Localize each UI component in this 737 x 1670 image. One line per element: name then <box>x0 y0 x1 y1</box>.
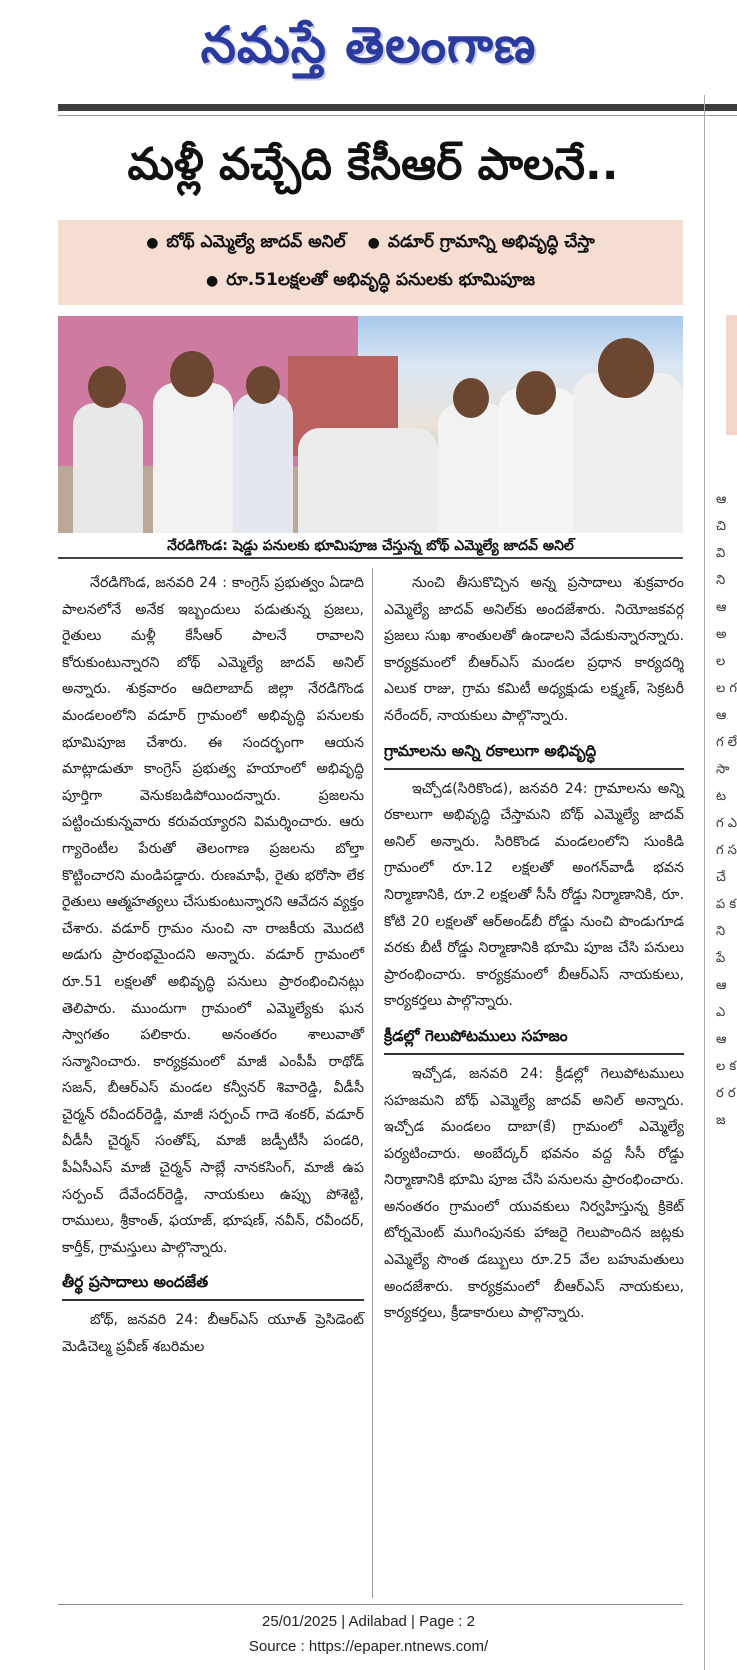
photo-person-head <box>516 371 556 415</box>
adjacent-article-edge <box>726 315 737 435</box>
side-column-rule <box>704 95 705 1670</box>
article-paragraph: నుంచి తీసుకొచ్చిన అన్న ప్రసాదాలు శుక్రవారం ఎమ్మెల్యే జాదవ్‌ అనిల్‌కు అందజేశారు. నియోజకవర్గ ప్రజలు సుఖ శాంతులతో ఉండాలని వేడుకున్నారన్నారు. కార్యక్రమంలో బీఆర్‌ఎస్‌ మండల ప్రధాన కార్యదర్శి ఎలుక రాజు, గ్రామ కమిటీ అధ్యక్షుడు లక్ష్మణ్‌, సెక్రటరీ నరేందర్‌, నాయకులు పాల్గొన్నారు. <box>384 575 684 724</box>
article-paragraph: ఇచ్చోడ, జనవరి 24: క్రీడల్లో గెలుపోటములు సహజమని బోథ్‌ ఎమ్మెల్యే జాదవ్‌ అనిల్‌ అన్నారు. ఇచ్చోడ మండలం దాబా(కే) గ్రామంలో ఎమ్మెల్యే పర్యటించారు. అంబేద్కర్‌ భవనం వద్ద సీసీ రోడ్డు నిర్మాణానికి భూమి పూజ చేసి పనులను ప్రారంభించారు. అనంతరం గ్రామంలో యువకులు నిర్వహిస్తున్న క్రికెట్‌ టోర్నమెంట్‌ ముగింపునకు హాజరై గెలుపొందిన జట్లకు ఎమ్మెల్యే సొంత డబ్బులు రూ.25 వేల బహుమతులు అందజేశారు. కార్యక్రమంలో బీఆర్‌ఎస్‌ నాయకులు, కార్యకర్తలు, క్రీడాకారులు పాల్గొన్నారు. <box>384 1065 684 1322</box>
adjacent-article-fragment: ఆ చి వి ని ఆ అ ల ల గ ఆ గ లే సా ట గ ఎ గ స చే ప క ని పే ఆ ఎ ఆ ల క ర ర జ <box>716 492 737 1128</box>
caption-rule <box>58 557 683 559</box>
sub-heading: గ్రామాలను అన్ని రకాలుగా అభివృద్ధి <box>384 734 684 770</box>
photo-person-head <box>246 366 280 404</box>
photo-person-head <box>598 338 654 398</box>
deck-box <box>58 220 683 305</box>
deck-bullet: ● బోథ్‌ ఎమ్మెల్యే జాదవ్‌ అనిల్‌ <box>146 232 346 256</box>
newspaper-masthead: నమస్తే తెలంగాణ <box>200 16 537 74</box>
footer-source-link[interactable]: Source : https://epaper.ntnews.com/ <box>248 1638 489 1655</box>
deck-bullet: ● వడూర్‌ గ్రామాన్ని అభివృద్ధి చేస్తా <box>368 232 595 256</box>
deck-bullet: ● రూ.51లక్షలతో అభివృద్ధి పనులకు భూమిపూజ <box>206 270 535 294</box>
article-photo <box>58 316 683 533</box>
photo-person <box>233 393 293 533</box>
photo-person-head <box>170 351 214 397</box>
article-column-1 <box>62 570 364 1361</box>
photo-person <box>153 383 233 533</box>
sub-heading: క్రీడల్లో గెలుపోటములు సహజం <box>384 1019 684 1055</box>
article-paragraph: బోథ్‌, జనవరి 24: బీఆర్‌ఎస్‌ యూత్‌ ప్రెసిడెంట్‌ మెడిచెల్మ ప్రవీణ్‌ శబరిమల <box>62 1312 364 1356</box>
footer-rule <box>58 1604 683 1605</box>
masthead-rule <box>58 104 737 111</box>
footer-date-edition: 25/01/2025 | Adilabad | Page : 2 <box>262 1613 475 1630</box>
deck-row-1 <box>58 232 683 256</box>
photo-person-head <box>453 378 489 418</box>
article-column-2 <box>384 570 684 1327</box>
masthead-thin-rule <box>58 115 737 116</box>
column-divider <box>372 568 373 1598</box>
photo-person <box>73 403 143 533</box>
deck-row-2 <box>58 270 683 294</box>
article-headline: మళ్లీ వచ్చేది కేసీఆర్‌ పాలనే.. <box>127 139 619 190</box>
photo-person-head <box>88 366 126 408</box>
sub-heading: తీర్థ ప్రసాదాలు అందజేత <box>62 1265 364 1301</box>
photo-crowd <box>298 428 438 533</box>
photo-caption: నేరడిగొండ: షెడ్డు పనులకు భూమిపూజ చేస్తున్న బోథ్‌ ఎమ్మెల్యే జాదవ్‌ అనిల్‌ <box>167 538 574 554</box>
article-paragraph: నేరడిగొండ, జనవరి 24 : కాంగ్రెస్‌ ప్రభుత్వం ఏడాది పాలనలోనే అనేక ఇబ్బందులు పడుతున్న ప్రజలు, రైతులు మళ్లీ కేసీఆర్‌ పాలనే రావాలని కోరుకుంటున్నారని బోథ్‌ ఎమ్మెల్యే జాదవ్‌ అనిల్‌ అన్నారు. శుక్రవారం ఆదిలాబాద్‌ జిల్లా నేరడిగొండ మండలంలోని వడూర్‌ గ్రామంలో అభివృద్ధి పనులకు భూమిపూజ చేశారు. ఈ సందర్భంగా ఆయన మాట్లాడుతూ కాంగ్రెస్‌ ప్రభుత్వ హయాంలో అభివృద్ధి పూర్తిగా వెనుకబడిపోయిందన్నారు. ప్రజలను పట్టించుకున్నవారు కరువయ్యారని విమర్శించారు. ఆరు గ్యారెంటీల పేరుతో తెలంగాణ ప్రజలను బోల్తా కొట్టించారని మండిపడ్డారు. రుణమాఫీ, రైతు భరోసా లేక రైతులు ఆత్మహత్యలు చేసుకుంటున్నారని ఆవేదన వ్యక్తం చేశారు. వడూర్‌ గ్రామం నుంచి నా రాజకీయ మొదటి అడుగు ప్రారంభమైందని అన్నారు. వడూర్‌ గ్రామంలో రూ.51 లక్షలతో అభివృద్ధి పనులు ప్రారంభించినట్లు తెలిపారు. ముందుగా గ్రామంలో ఎమ్మెల్యేకు ఘన స్వాగతం పలికారు. అనంతరం శాలువాతో సన్మానించారు. కార్యక్రమంలో మాజీ ఎంపీపీ రాథోడ్‌ సజన్‌, బీఆర్‌ఎస్‌ మండల కన్వీనర్‌ శివారెడ్డి, వీడీసీ చైర్మన్‌ రవీందర్‌రెడ్డి, మాజీ సర్పంచ్‌ గాదె శంకర్‌, వడూర్‌ వీడీసీ చైర్మన్‌ సంతోష్‌, మాజీ జడ్పీటీసీ పండరి, పీఏసీఎస్‌ మాజీ చైర్మన్‌ సాబ్లే నానకసింగ్‌, మాజీ ఉప సర్పంచ్‌ దేవేందర్‌రెడ్డి, నాయకులు ఉప్పు పోశెట్టి, రాములు, శ్రీకాంత్‌, ఫయాజ్‌, భూషణ్‌, నవీన్‌, రవీందర్‌, కార్తీక్‌, గ్రామస్తులు పాల్గొన్నారు. <box>62 575 364 1256</box>
article-paragraph: ఇచ్చోడ(సిరికొండ), జనవరి 24: గ్రామాలను అన్ని రకాలుగా అభివృద్ధి చేస్తామని బోథ్‌ ఎమ్మెల్యే జాదవ్‌ అనిల్‌ అన్నారు. సిరికొండ మండలంలోని సుంకిడి గ్రామంలో రూ.12 లక్షలతో అంగన్‌వాడీ భవన నిర్మాణానికి, రూ.2 లక్షలతో సీసీ రోడ్డు నిర్మాణానికి, రూ. కోటి 20 లక్షలతో ఆర్‌అండ్‌బీ రోడ్డు నుంచి పొండుగూడ వరకు బీటీ రోడ్డు నిర్మాణానికి భూమి పూజ చేసి పనులు ప్రారంభించారు. కార్యక్రమంలో బీఆర్‌ఎస్‌ నాయకులు, కార్యకర్తలు పాల్గొన్నారు. <box>384 780 684 1010</box>
